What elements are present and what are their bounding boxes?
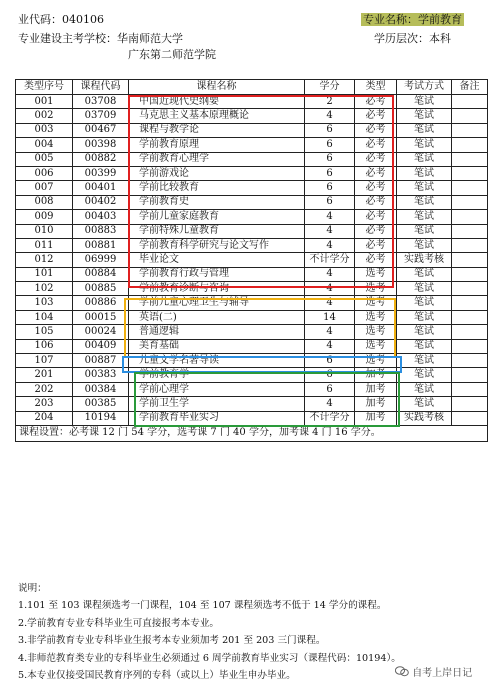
exam-cell: 笔试 [397,181,452,195]
seq-cell: 003 [16,123,73,137]
credit-cell: 6 [305,354,355,368]
exam-cell: 笔试 [397,109,452,123]
name-cell: 中国近现代史纲要 [129,95,305,109]
remark-cell [452,253,488,267]
name-cell: 学前教育史 [129,195,305,209]
name-cell: 普通逻辑 [129,325,305,339]
table-row [16,368,488,382]
exam-cell: 笔试 [397,397,452,411]
col-header-type: 类型 [355,80,397,95]
type-cell: 必考 [355,109,397,123]
type-cell: 选考 [355,282,397,296]
summary-row [16,425,488,441]
exam-cell: 笔试 [397,95,452,109]
remark-cell [452,368,488,382]
credit-cell: 4 [305,282,355,296]
type-cell: 加考 [355,397,397,411]
table-row [16,339,488,353]
code-cell: 00881 [73,238,129,252]
credit-cell: 4 [305,224,355,238]
exam-cell: 笔试 [397,123,452,137]
credit-cell: 6 [305,138,355,152]
table-header-row [16,80,488,95]
exam-cell: 笔试 [397,224,452,238]
name-cell: 学前教育行政与管理 [129,267,305,281]
seq-cell: 201 [16,368,73,382]
note-item: 2.学前教育专业专科毕业生可直接报考本专业。 [18,617,220,629]
table-row [16,138,488,152]
remark-cell [452,411,488,425]
seq-cell: 106 [16,339,73,353]
credit-cell: 4 [305,210,355,224]
remark-cell [452,238,488,252]
table-row [16,181,488,195]
remark-cell [452,166,488,180]
exam-cell: 笔试 [397,382,452,396]
seq-cell: 012 [16,253,73,267]
code-cell: 00383 [73,368,129,382]
name-cell: 课程与教学论 [129,123,305,137]
type-cell: 加考 [355,411,397,425]
seq-cell: 006 [16,166,73,180]
table-row [16,296,488,310]
remark-cell [452,138,488,152]
table-row [16,166,488,180]
major-name-highlight: 专业名称：学前教育 [363,13,462,26]
seq-cell: 002 [16,109,73,123]
exam-cell: 笔试 [397,354,452,368]
code-cell: 00882 [73,152,129,166]
col-header-credit: 学分 [305,80,355,95]
exam-cell: 笔试 [397,238,452,252]
notes-title: 说明： [18,583,47,594]
seq-cell: 105 [16,325,73,339]
exam-cell: 笔试 [397,339,452,353]
seq-cell: 102 [16,282,73,296]
code-cell: 00398 [73,138,129,152]
seq-cell: 203 [16,397,73,411]
remark-cell [452,282,488,296]
seq-cell: 005 [16,152,73,166]
code-cell: 00402 [73,195,129,209]
note-item: 3.非学前教育专业专科毕业生报考本专业须加考 201 至 203 三门课程。 [18,635,326,647]
exam-cell: 笔试 [397,166,452,180]
watermark [395,664,472,679]
exam-cell: 笔试 [397,282,452,296]
type-cell: 加考 [355,368,397,382]
note-item: 4.非师范教育类专业的专科毕业生必须通过 6 周学前教育毕业实习（课程代码：10194）。 [18,652,401,664]
code-cell: 00385 [73,397,129,411]
exam-cell: 笔试 [397,267,452,281]
credit-cell: 6 [305,368,355,382]
type-cell: 选考 [355,310,397,324]
school-line: 专业建设主考学校：华南师范大学 [18,32,183,45]
type-cell: 选考 [355,354,397,368]
credit-cell: 4 [305,325,355,339]
exam-cell: 笔试 [397,296,452,310]
seq-cell: 007 [16,181,73,195]
table-row [16,382,488,396]
seq-cell: 107 [16,354,73,368]
table-row [16,310,488,324]
type-cell: 必考 [355,210,397,224]
seq-cell: 010 [16,224,73,238]
remark-cell [452,181,488,195]
table-row [16,123,488,137]
credit-cell: 4 [305,267,355,281]
table-row [16,354,488,368]
credit-cell: 6 [305,123,355,137]
table-row [16,253,488,267]
type-cell: 加考 [355,382,397,396]
credit-cell: 不计学分 [305,253,355,267]
seq-cell: 204 [16,411,73,425]
code-cell: 03708 [73,95,129,109]
notes-section [18,580,401,684]
seq-cell: 001 [16,95,73,109]
code-cell: 00015 [73,310,129,324]
credit-cell: 6 [305,181,355,195]
exam-cell: 实践考核 [397,411,452,425]
type-cell: 必考 [355,138,397,152]
course-table [15,79,488,442]
table-row [16,95,488,109]
type-cell: 选考 [355,267,397,281]
table-row [16,267,488,281]
code-cell: 06999 [73,253,129,267]
code-cell: 00384 [73,382,129,396]
seq-cell: 004 [16,138,73,152]
code-cell: 00399 [73,166,129,180]
name-cell: 美育基础 [129,339,305,353]
exam-cell: 笔试 [397,152,452,166]
col-header-seq: 类型序号 [16,80,73,95]
table-row [16,325,488,339]
major-code-line: 业代码：040106 [18,13,104,26]
type-cell: 必考 [355,152,397,166]
exam-cell: 笔试 [397,368,452,382]
name-cell: 学前教育毕业实习 [129,411,305,425]
exam-cell: 笔试 [397,195,452,209]
name-cell: 学前儿童家庭教育 [129,210,305,224]
remark-cell [452,210,488,224]
type-cell: 选考 [355,296,397,310]
code-cell: 10194 [73,411,129,425]
code-cell: 00403 [73,210,129,224]
name-cell: 毕业论文 [129,253,305,267]
credit-cell: 6 [305,152,355,166]
name-cell: 马克思主义基本原理概论 [129,109,305,123]
table-row [16,152,488,166]
seq-cell: 009 [16,210,73,224]
table-row [16,411,488,425]
name-cell: 学前教育科学研究与论文写作 [129,238,305,252]
seq-cell: 101 [16,267,73,281]
credit-cell: 不计学分 [305,411,355,425]
name-cell: 学前特殊儿童教育 [129,224,305,238]
seq-cell: 104 [16,310,73,324]
remark-cell [452,109,488,123]
credit-cell: 6 [305,382,355,396]
wechat-icon [395,666,409,677]
remark-cell [452,382,488,396]
code-cell: 00885 [73,282,129,296]
type-cell: 必考 [355,181,397,195]
credit-cell: 4 [305,397,355,411]
seq-cell: 103 [16,296,73,310]
code-cell: 00467 [73,123,129,137]
remark-cell [452,195,488,209]
code-cell: 00883 [73,224,129,238]
credit-cell: 4 [305,339,355,353]
remark-cell [452,325,488,339]
name-cell: 学前比较教育 [129,181,305,195]
table-row [16,195,488,209]
remark-cell [452,310,488,324]
name-cell: 学前教育诊断与咨询 [129,282,305,296]
type-cell: 必考 [355,123,397,137]
code-cell: 00401 [73,181,129,195]
remark-cell [452,354,488,368]
type-cell: 必考 [355,166,397,180]
name-cell: 学前教育原理 [129,138,305,152]
credit-cell: 4 [305,296,355,310]
seq-cell: 202 [16,382,73,396]
code-cell: 00409 [73,339,129,353]
remark-cell [452,339,488,353]
credit-cell: 6 [305,195,355,209]
remark-cell [452,224,488,238]
remark-cell [452,267,488,281]
col-header-name: 课程名称 [129,80,305,95]
type-cell: 必考 [355,95,397,109]
table-row [16,282,488,296]
credit-cell: 4 [305,109,355,123]
remark-cell [452,152,488,166]
table-row [16,109,488,123]
code-cell: 00886 [73,296,129,310]
col-header-code: 课程代码 [73,80,129,95]
name-cell: 英语(二) [129,310,305,324]
seq-cell: 008 [16,195,73,209]
col-header-remark: 备注 [452,80,488,95]
name-cell: 学前游戏论 [129,166,305,180]
type-cell: 必考 [355,238,397,252]
remark-cell [452,95,488,109]
credit-cell: 2 [305,95,355,109]
exam-cell: 笔试 [397,325,452,339]
summary-text: 课程设置：必考课 12 门 54 学分，选考课 7 门 40 学分，加考课 4 门 16 学分。 [16,425,488,441]
education-level-line: 学历层次：本科 [374,32,451,45]
credit-cell: 14 [305,310,355,324]
name-cell: 学前教育学 [129,368,305,382]
exam-cell: 笔试 [397,210,452,224]
remark-cell [452,123,488,137]
credit-cell: 6 [305,166,355,180]
table-row [16,238,488,252]
name-cell: 学前儿童心理卫生与辅导 [129,296,305,310]
major-name-line [361,13,464,26]
code-cell: 03709 [73,109,129,123]
name-cell: 儿童文学名著导读 [129,354,305,368]
exam-cell: 笔试 [397,310,452,324]
exam-cell: 实践考核 [397,253,452,267]
name-cell: 学前心理学 [129,382,305,396]
note-item: 1.101 至 103 课程须选考一门课程，104 至 107 课程须选考不低于 14 学分的课程。 [18,600,387,612]
remark-cell [452,296,488,310]
type-cell: 必考 [355,224,397,238]
type-cell: 选考 [355,325,397,339]
name-cell: 学前教育心理学 [129,152,305,166]
credit-cell: 4 [305,238,355,252]
watermark-text: 自考上岸日记 [412,668,473,679]
name-cell: 学前卫生学 [129,397,305,411]
note-item: 5.本专业仅接受国民教育序列的专科（或以上）毕业生申办毕业。 [18,670,296,682]
type-cell: 必考 [355,253,397,267]
col-header-exam: 考试方式 [397,80,452,95]
type-cell: 选考 [355,339,397,353]
seq-cell: 011 [16,238,73,252]
table-row [16,210,488,224]
table-row [16,397,488,411]
remark-cell [452,397,488,411]
type-cell: 必考 [355,195,397,209]
exam-cell: 笔试 [397,138,452,152]
code-cell: 00884 [73,267,129,281]
code-cell: 00024 [73,325,129,339]
school-line-second: 广东第二师范学院 [128,48,216,61]
code-cell: 00887 [73,354,129,368]
table-row [16,224,488,238]
course-table-body [16,95,488,426]
